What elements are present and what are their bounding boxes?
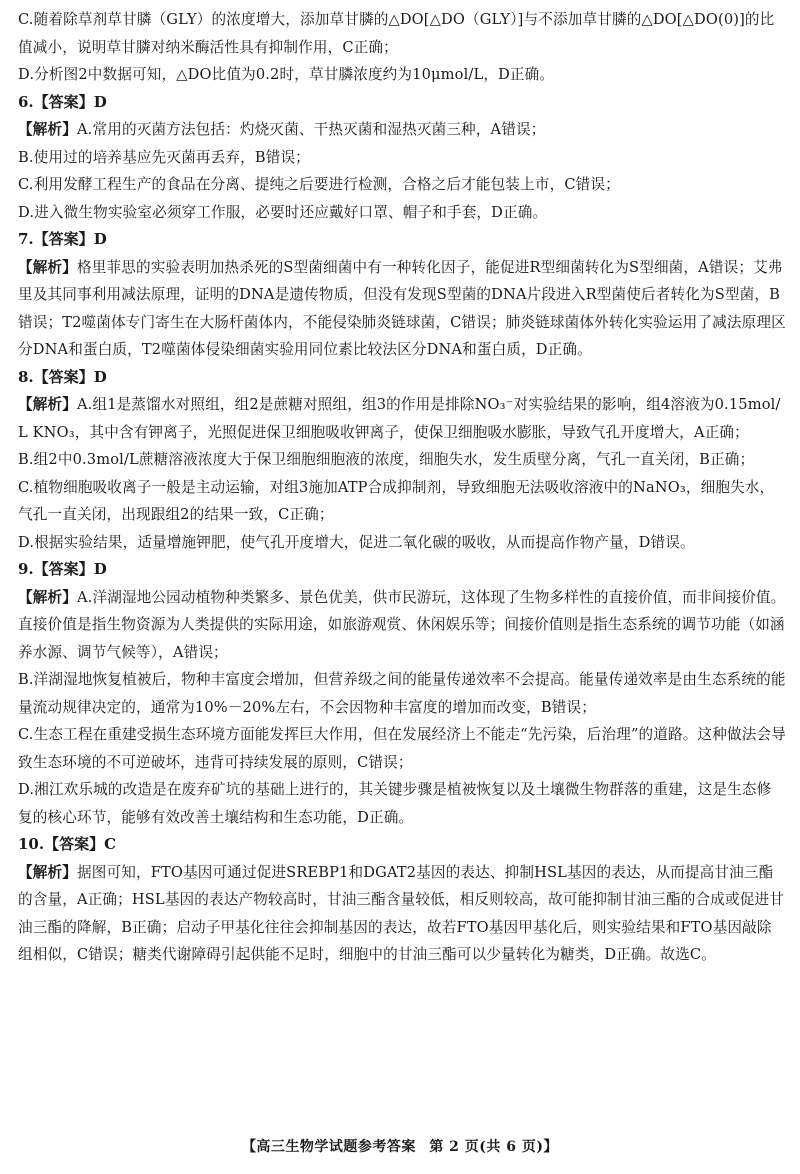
analysis-label: 【解析】 bbox=[18, 396, 77, 413]
analysis-label: 【解析】 bbox=[18, 863, 77, 881]
answer-content bbox=[18, 6, 786, 969]
answer-value: D bbox=[93, 367, 107, 386]
answer-num: 8. bbox=[18, 367, 34, 386]
option-explanation: D.分析图2中数据可知，△DO比值为0.2时，草甘膦浓度约为10μmol/L，D正确。 bbox=[18, 66, 555, 83]
analysis-text: A.组1是蒸馏水对照组，组2是蔗糖对照组，组3的作用是排除NO₃⁻对实验结果的影响，组4溶液为0.15mol/L KNO₃，其中含有钾离子，光照促进保卫细胞吸收钾离子，使保卫细胞吸水膨胀，导致气孔开度增大，A正确； bbox=[18, 396, 781, 441]
analysis-paragraph bbox=[18, 859, 786, 969]
answer-num: 7. bbox=[18, 230, 34, 248]
option-explanation: C.利用发酵工程生产的食品在分离、提纯之后要进行检测，合格之后才能包装上市，C错误； bbox=[18, 176, 620, 193]
answer-label: 【答案】 bbox=[44, 835, 105, 853]
analysis-label: 【解析】 bbox=[18, 121, 77, 138]
analysis-paragraph bbox=[18, 116, 786, 144]
analysis-text: 格里菲思的实验表明加热杀死的S型菌细菌中有一种转化因子，能促进R型细菌转化为S型细菌，A错误；艾弗里及其同事利用减法原理，证明的DNA是遗传物质，但没有发现S型菌的DNA片段进入R型菌使后者转化为S型菌，B错误；T2噬菌体专门寄生在大肠杆菌体内，不能侵染肺炎链球菌，C错误；肺炎链球菌体外转化实验运用了减法原理区分DNA和蛋白质，T2噬菌体侵染细菌实验用同位素比较法区分DNA和蛋白质，D正确。 bbox=[18, 258, 786, 358]
answer-value: C bbox=[104, 835, 117, 853]
answer-heading bbox=[18, 89, 786, 117]
analysis-label: 【解析】 bbox=[18, 258, 77, 276]
answer-heading bbox=[18, 364, 786, 392]
analysis-text: A.洋湖湿地公园动植物种类繁多、景色优美，供市民游玩，这体现了生物多样性的直接价值，而非间接价值。直接价值是指生物资源为人类提供的实际用途，如旅游观赏、休闲娱乐等；间接价值则是指生态系统的调节功能（如涵养水源、调节气候等），A错误； bbox=[18, 588, 786, 661]
analysis-paragraph bbox=[18, 584, 786, 667]
analysis-text: A.常用的灭菌方法包括：灼烧灭菌、干热灭菌和湿热灭菌三种，A错误； bbox=[76, 121, 546, 138]
answer-value: D bbox=[93, 230, 107, 248]
option-explanation: D.进入微生物实验室必须穿工作服，必要时还应戴好口罩、帽子和手套，D正确。 bbox=[18, 203, 548, 221]
option-explanation: B.使用过的培养基应先灭菌再丢弃，B错误； bbox=[18, 148, 310, 166]
analysis-paragraph bbox=[18, 391, 786, 446]
answer-label: 【答案】 bbox=[33, 92, 94, 111]
answer-value: D bbox=[93, 92, 107, 111]
answer-heading bbox=[18, 226, 786, 254]
answer-label: 【答案】 bbox=[33, 560, 94, 578]
option-explanation: C.随着除草剂草甘膦（GLY）的浓度增大，添加草甘膦的△DO[△DO（GLY）]与不添加草甘膦的△DO[△DO(0)]的比值减小，说明草甘膦对纳米酶活性具有抑制作用，C正确； bbox=[18, 11, 775, 56]
option-explanation: B.洋湖湿地恢复植被后，物种丰富度会增加，但营养级之间的能量传递效率不会提高。能量传递效率是由生态系统的能量流动规律决定的，通常为10%－20%左右，不会因物种丰富度的增加而改变，B错误； bbox=[18, 671, 786, 716]
answer-heading bbox=[18, 556, 786, 584]
answer-num: 10. bbox=[18, 835, 45, 853]
answer-value: D bbox=[93, 560, 107, 578]
analysis-paragraph bbox=[18, 254, 786, 364]
option-explanation: D.湘江欢乐城的改造是在废弃矿坑的基础上进行的，其关键步骤是植被恢复以及土壤微生物群落的重建，这是生态修复的核心环节，能够有效改善土壤结构和生态功能，D正确。 bbox=[18, 781, 772, 826]
analysis-text: 据图可知，FTO基因可通过促进SREBP1和DGAT2基因的表达、抑制HSL基因的表达，从而提高甘油三酯的含量，A正确；HSL基因的表达产物较高时，甘油三酯含量较低，相反则较高，故可能抑制甘油三酯的合成或促进甘油三酯的降解，B正确；启动子甲基化往往会抑制基因的表达，故若FTO基因甲基化后，则实验结果和FTO基因敲除组相似，C错误；糖类代谢障碍引起供能不足时，细胞中的甘油三酯可以少量转化为糖类，D正确。故选C。 bbox=[18, 863, 785, 963]
option-explanation: C.植物细胞吸收离子一般是主动运输，对组3施加ATP合成抑制剂，导致细胞无法吸收溶液中的NaNO₃，细胞失水，气孔一直关闭，出现跟组2的结果一致，C正确； bbox=[18, 478, 775, 523]
answer-num: 6. bbox=[18, 92, 34, 111]
footer-title: 【高三生物学试题参考答案 bbox=[241, 1139, 416, 1155]
page-footer bbox=[0, 1136, 800, 1156]
answer-label: 【答案】 bbox=[33, 367, 94, 386]
answer-heading bbox=[18, 831, 786, 859]
footer-page-number: 第 2 页(共 6 页)】 bbox=[429, 1139, 559, 1155]
option-explanation: C.生态工程在重建受损生态环境方面能发挥巨大作用，但在发展经济上不能走“先污染，后治理”的道路。这种做法会导致生态环境的不可逆破坏，违背可持续发展的原则，C错误； bbox=[18, 726, 786, 771]
option-explanation: D.根据实验结果，适量增施钾肥，使气孔开度增大，促进二氧化碳的吸收，从而提高作物产量，D错误。 bbox=[18, 533, 695, 551]
analysis-label: 【解析】 bbox=[18, 588, 77, 606]
answer-label: 【答案】 bbox=[33, 230, 94, 248]
answer-num: 9. bbox=[18, 560, 34, 578]
option-explanation: B.组2中0.3mol/L蔗糖溶液浓度大于保卫细胞细胞液的浓度，细胞失水，发生质壁分离，气孔一直关闭，B正确； bbox=[18, 451, 755, 468]
